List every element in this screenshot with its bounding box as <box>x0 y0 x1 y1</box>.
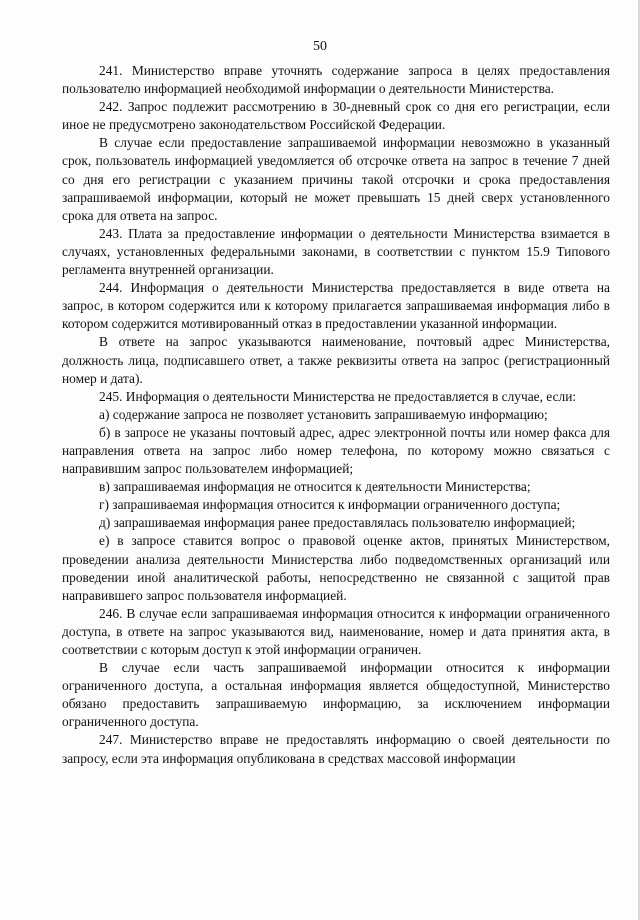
paragraph-246-partial: В случае если часть запрашиваемой информации относится к информации ограниченного доступа, а остальная информация является общедоступной, Министерство обязано предоставить запрашиваемую информацию, за исключением информации ограниченного доступа. <box>62 660 610 730</box>
paragraph-243: 243. Плата за предоставление информации о деятельности Министерства взимается в случаях, установленных федеральными законами, в соответствии с пунктом 15.9 Типового регламента внутренней организации. <box>62 225 610 278</box>
paragraph-247: 247. Министерство вправе не предоставлять информацию о своей деятельности по запросу, если эта информация опубликована в средствах массовой информации <box>62 732 610 766</box>
document-body <box>62 62 610 768</box>
paragraph-245: 245. Информация о деятельности Министерства не предоставляется в случае, если: <box>99 388 577 404</box>
list-item-g: г) запрашиваемая информация относится к информации ограниченного доступа; <box>99 497 561 513</box>
list-item-e: е) в запросе ставится вопрос о правовой оценке актов, принятых Министерством, проведении анализа деятельности Министерства либо подведомственных организаций или проведении иной аналитической работы, непосредственно не связанной с защитой прав направившего запрос пользователя информацией. <box>62 533 610 603</box>
paragraph-244-response-details: В ответе на запрос указываются наименование, почтовый адрес Министерства, должность лица, подписавшего ответ, а также реквизиты ответа на запрос (регистрационный номер и дата). <box>62 334 610 386</box>
paragraph-241: 241. Министерство вправе уточнять содержание запроса в целях предоставления пользователю информацией необходимой информации о деятельности Министерства. <box>62 63 610 97</box>
paragraph-244: 244. Информация о деятельности Министерства предоставляется в виде ответа на запрос, в котором содержится или к которому прилагается запрашиваемая информация либо в котором содержится мотивированный отказ в предоставлении указанной информации. <box>62 280 610 332</box>
paragraph-242-deferral: В случае если предоставление запрашиваемой информации невозможно в указанный срок, пользователь информацией уведомляется об отсрочке ответа на запрос в течение 7 дней со дня его регистрации с указанием причины такой отсрочки и срока предоставления запрашиваемой информации, который не может превышать 15 дней сверх установленного срока для ответа на запрос. <box>62 135 610 223</box>
paragraph-246: 246. В случае если запрашиваемая информация относится к информации ограниченного доступа, в ответе на запрос указываются вид, наименование, номер и дата принятия акта, в соответствии с которым доступ к этой информации ограничен. <box>62 605 610 657</box>
list-item-b: б) в запросе не указаны почтовый адрес, адрес электронной почты или номер факса для направления ответа на запрос либо номер телефона, по которому можно связаться с направившим запрос пользователем информацией; <box>62 424 610 477</box>
list-item-a: а) содержание запроса не позволяет установить запрашиваемую информацию; <box>99 406 548 422</box>
list-item-d: д) запрашиваемая информация ранее предоставлялась пользователю информацией; <box>99 515 576 531</box>
paragraph-242: 242. Запрос подлежит рассмотрению в 30-дневный срок со дня его регистрации, если иное не предусмотрено законодательством Российской Федерации. <box>62 99 610 133</box>
page-number: 50 <box>313 39 327 54</box>
list-item-v: в) запрашиваемая информация не относится к деятельности Министерства; <box>99 479 531 495</box>
